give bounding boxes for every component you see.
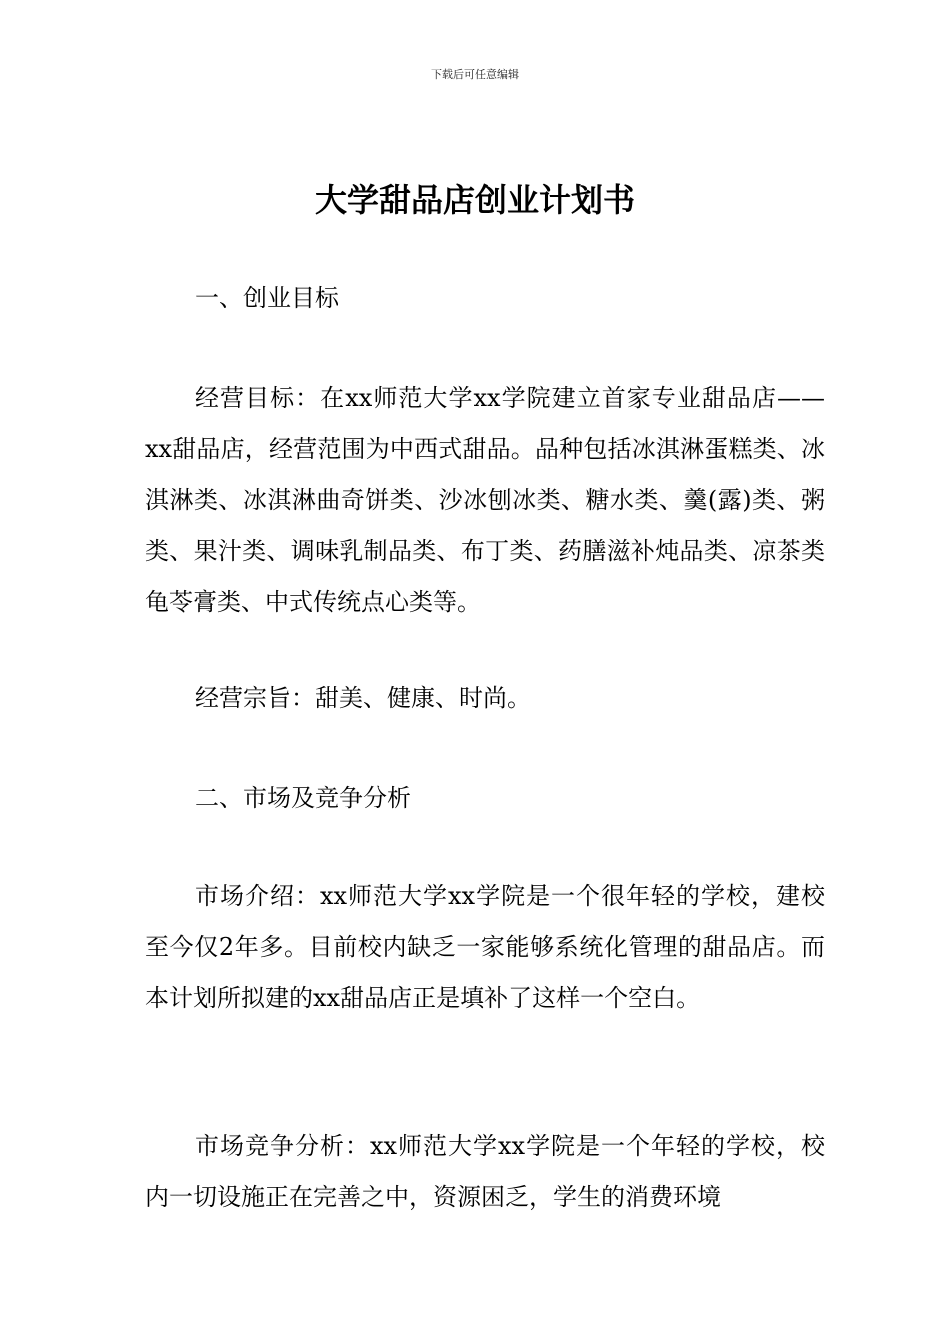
- paragraph-business-goal: 经营目标：在xx师范大学xx学院建立首家专业甜品店——xx甜品店，经营范围为中西式甜品。品种包括冰淇淋蛋糕类、冰淇淋类、冰淇淋曲奇饼类、沙冰刨冰类、糖水类、羹(露)类、粥类、果汁类、调味乳制品类、布丁类、药膳滋补炖品类、凉茶类龟苓膏类、中式传统点心类等。: [145, 384, 825, 616]
- paragraph-business-purpose: 经营宗旨：甜美、健康、时尚。: [195, 684, 531, 712]
- section-heading-goals: 一、创业目标: [195, 284, 339, 312]
- paragraph-market-intro: 市场介绍：xx师范大学xx学院是一个很年轻的学校，建校至今仅2年多。目前校内缺乏一家能够系统化管理的甜品店。而本计划所拟建的xx甜品店正是填补了这样一个空白。: [145, 882, 825, 1012]
- header-note: 下载后可任意编辑: [431, 68, 519, 81]
- section-heading-market: 二、市场及竞争分析: [195, 784, 411, 812]
- paragraph-competition-analysis: 市场竞争分析：xx师范大学xx学院是一个年轻的学校，校内一切设施正在完善之中，资源困乏，学生的消费环境: [145, 1132, 825, 1211]
- document-title: 大学甜品店创业计划书: [314, 181, 635, 219]
